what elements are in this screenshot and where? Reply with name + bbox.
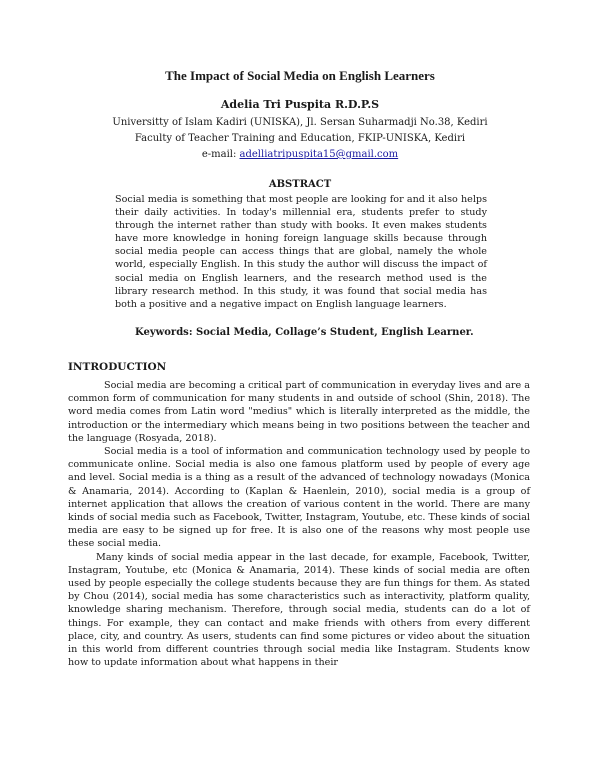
email-link[interactable]: adelliatripuspita15@gmail.com bbox=[239, 149, 399, 160]
paragraph: Many kinds of social media appear in the last decade, for example, Facebook, Twitter, Instagram, Youtube, etc (Monica & Anamaria, 2014). These kinds of social media are often used by people especially the college students because they are fun things for them. As stated by Chou (2014), social media has some characteristics such as interactivity, platform quality, knowledge sharing mechanism. Therefore, through social media, students can do a lot of things. For example, they can contact and make friends with others from every different place, city, and country. As users, students can find some pictures or video about the situation in this world from different countries through social media like Instagram. Students know how to update information about what happens in their bbox=[68, 551, 530, 669]
keywords: Keywords: Social Media, Collage’s Student, English Learner. bbox=[135, 327, 474, 338]
affiliation-faculty: Faculty of Teacher Training and Education, FKIP-UNISKA, Kediri bbox=[134, 133, 466, 144]
affiliation-university: Universitty of Islam Kadiri (UNISKA), Jl. Sersan Suharmadji No.38, Kediri bbox=[112, 117, 488, 128]
abstract-heading: ABSTRACT bbox=[268, 179, 332, 190]
abstract-text: Social media is something that most people are looking for and it also helps their daily activities. In today's millennial era, students prefer to study through the internet rather than study with books. It even makes students have more knowledge in honing foreign language skills because through social media people can access things that are global, namely the whole world, especially English. In this study the author will discuss the impact of social media on English learners, and the research method used is the library research method. In this study, it was found that social media has both a positive and a negative impact on English language learners. bbox=[115, 194, 487, 310]
paragraph: Social media is a tool of information and communication technology used by people to communicate online. Social media is also one famous platform used by people of every age and level. Social media is a thing as a result of the advanced of technology nowadays (Monica & Anamaria, 2014). According to (Kaplan & Haenlein, 2010), social media is a group of internet application that allows the creation of various content in the world. There are many kinds of social media such as Facebook, Twitter, Instagram, Youtube, etc. These kinds of social media are easy to be signed up for free. It is also one of the reasons why most people use these social media. bbox=[68, 446, 530, 550]
paragraph: Social media are becoming a critical part of communication in everyday lives and are a common form of communication for many students in and outside of school (Shin, 2018). The word media comes from Latin word "medius" which is literally interpreted as the middle, the introduction or the intermediary which means being in two positions between the teacher and the language (Rosyada, 2018). bbox=[68, 380, 530, 444]
author-name: Adelia Tri Puspita R.D.P.S bbox=[220, 98, 380, 111]
email-label: e-mail: bbox=[201, 149, 240, 160]
introduction-body bbox=[68, 379, 530, 669]
author-email bbox=[0, 147, 600, 163]
introduction-heading: INTRODUCTION bbox=[68, 361, 167, 373]
paper-title: The Impact of Social Media on English Learners bbox=[165, 68, 435, 83]
